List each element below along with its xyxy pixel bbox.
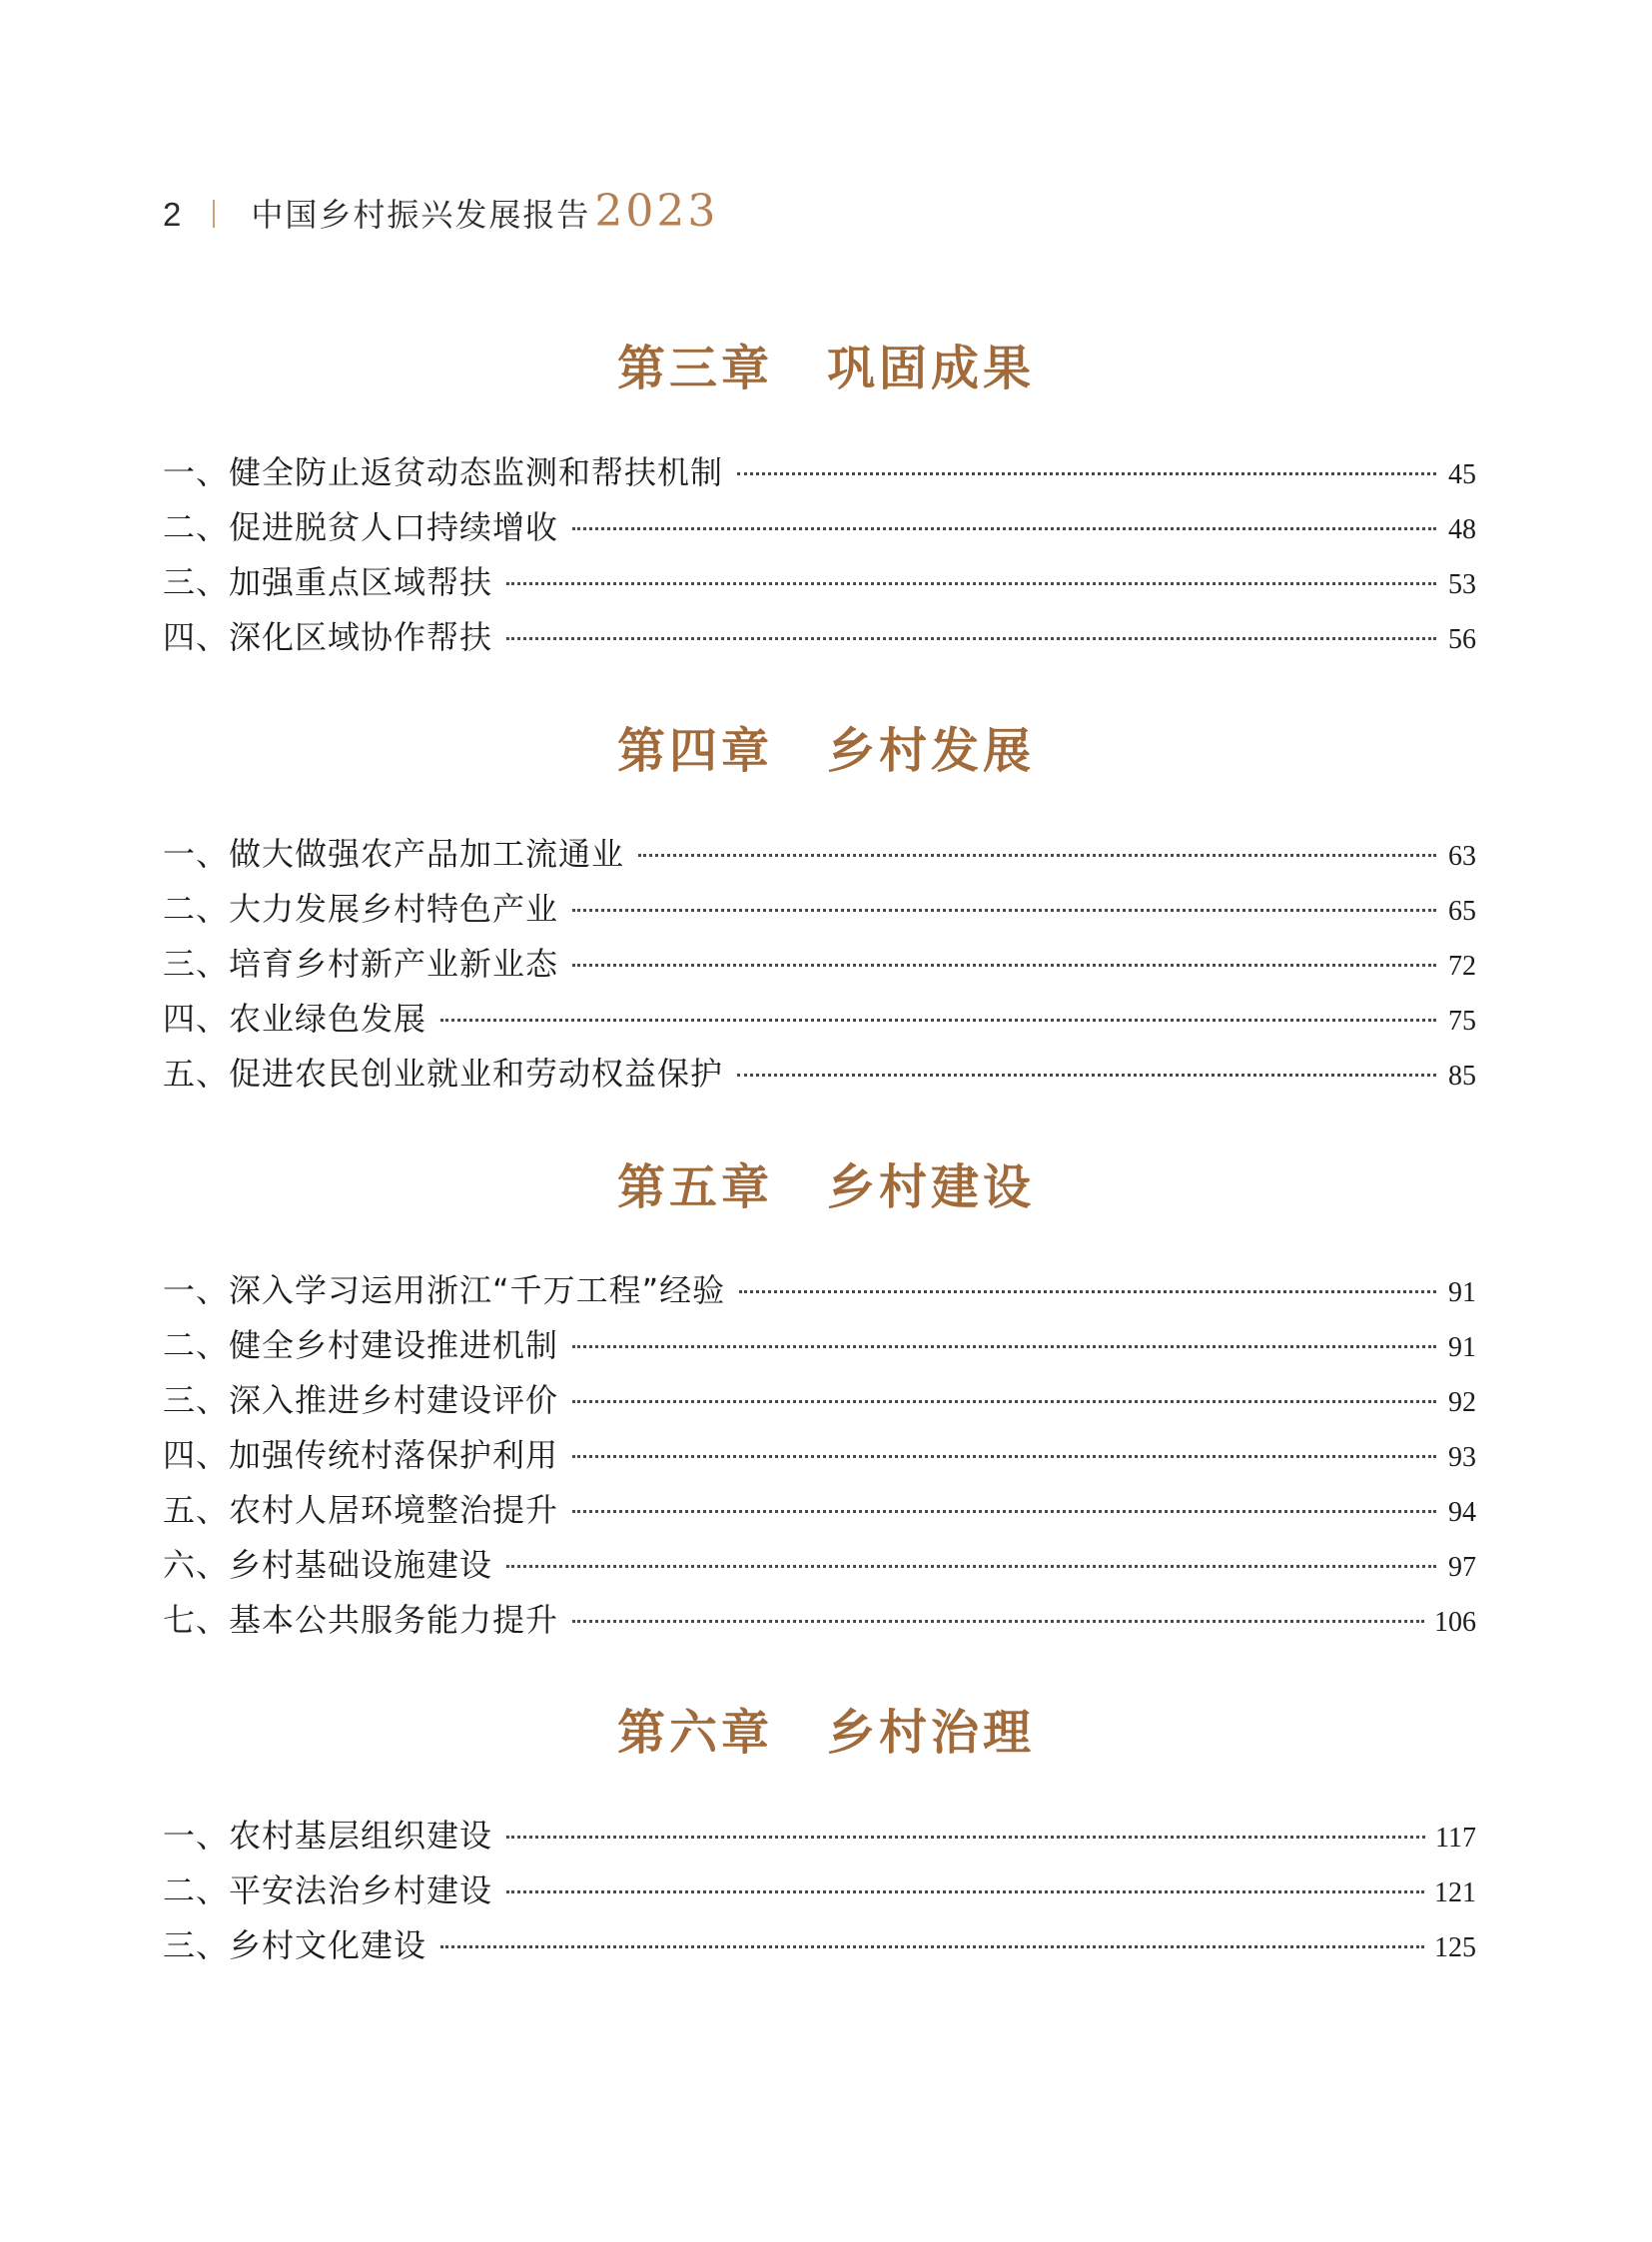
chapter-number: 第三章	[616, 341, 773, 396]
toc-entry[interactable]	[163, 1375, 1476, 1423]
toc-entry[interactable]	[163, 1866, 1476, 1913]
dot-leader	[572, 1455, 1436, 1458]
toc-entry[interactable]	[163, 1485, 1476, 1533]
toc-entry-page: 85	[1448, 1061, 1476, 1092]
toc-entry[interactable]	[163, 1811, 1476, 1859]
chapter-name: 乡村治理	[827, 1705, 1036, 1761]
toc-entry-title: 七、基本公共服务能力提升	[163, 1601, 559, 1639]
dot-leader	[572, 909, 1436, 912]
toc-entry[interactable]	[163, 1049, 1476, 1097]
toc-entry-title: 六、乡村基础设施建设	[163, 1546, 493, 1584]
toc-entry-title: 五、促进农民创业就业和劳动权益保护	[163, 1055, 724, 1093]
toc-entry-title: 一、做大做强农产品加工流通业	[163, 835, 625, 873]
dot-leader	[506, 1836, 1425, 1839]
book-year: 2023	[594, 186, 719, 237]
toc-entry[interactable]	[163, 557, 1476, 605]
toc-entry[interactable]	[163, 1430, 1476, 1478]
toc-entry-title: 三、培育乡村新产业新业态	[163, 945, 559, 983]
chapter-number: 第四章	[616, 723, 773, 779]
toc-entry[interactable]	[163, 1595, 1476, 1643]
toc-entry-page: 45	[1448, 459, 1476, 490]
dot-leader	[572, 1510, 1436, 1513]
dot-leader	[572, 527, 1436, 530]
toc-entry[interactable]	[163, 1265, 1476, 1313]
toc-entry[interactable]	[163, 994, 1476, 1042]
dot-leader	[440, 1945, 1424, 1948]
chapter-name: 乡村发展	[827, 723, 1036, 779]
toc-entry-title: 四、加强传统村落保护利用	[163, 1436, 559, 1474]
dot-leader	[506, 1565, 1436, 1568]
toc-entry[interactable]	[163, 1920, 1476, 1968]
chapter-heading	[0, 1148, 1652, 1217]
toc-entry-page: 53	[1448, 569, 1476, 600]
dot-leader	[506, 637, 1436, 640]
toc-entry[interactable]	[163, 1320, 1476, 1368]
toc-entry-title: 三、乡村文化建设	[163, 1926, 427, 1964]
toc-entry-title: 二、健全乡村建设推进机制	[163, 1326, 559, 1364]
toc-entry[interactable]	[163, 884, 1476, 932]
dot-leader	[638, 854, 1436, 857]
toc-entry-page: 65	[1448, 896, 1476, 927]
toc-entry-page: 106	[1434, 1607, 1476, 1638]
toc-entry[interactable]	[163, 1540, 1476, 1588]
toc-entry-page: 63	[1448, 841, 1476, 872]
dot-leader	[572, 964, 1436, 967]
toc-entry-page: 48	[1448, 514, 1476, 545]
chapter-heading	[0, 712, 1652, 781]
toc-entry[interactable]	[163, 502, 1476, 550]
toc-entry[interactable]	[163, 829, 1476, 877]
toc-entry-page: 91	[1448, 1332, 1476, 1363]
dot-leader	[572, 1345, 1436, 1348]
dot-leader	[572, 1620, 1424, 1623]
toc-entry-title: 四、农业绿色发展	[163, 1000, 427, 1038]
toc-entry-title: 二、大力发展乡村特色产业	[163, 890, 559, 928]
dot-leader	[737, 472, 1436, 475]
toc-entry-page: 92	[1448, 1387, 1476, 1418]
dot-leader	[506, 582, 1436, 585]
toc-entry-page: 125	[1434, 1932, 1476, 1963]
toc-entry-title: 三、深入推进乡村建设评价	[163, 1381, 559, 1419]
header-separator	[213, 200, 215, 228]
chapter-name: 巩固成果	[827, 341, 1036, 396]
page-number: 2	[163, 196, 182, 233]
toc-entry-page: 121	[1434, 1877, 1476, 1908]
toc-entry-title: 一、深入学习运用浙江“千万工程”经验	[163, 1271, 726, 1309]
toc-entry-page: 75	[1448, 1006, 1476, 1037]
toc-entry-title: 二、促进脱贫人口持续增收	[163, 508, 559, 546]
toc-entry[interactable]	[163, 447, 1476, 495]
toc-entry-title: 三、加强重点区域帮扶	[163, 563, 493, 601]
dot-leader	[440, 1019, 1436, 1022]
toc-entry-title: 一、农村基层组织建设	[163, 1817, 493, 1855]
toc-entry-page: 93	[1448, 1442, 1476, 1473]
book-title: 中国乡村振兴发展报告	[251, 196, 591, 234]
toc-entry-title: 四、深化区域协作帮扶	[163, 618, 493, 656]
chapter-number: 第六章	[616, 1705, 773, 1761]
toc-entry-title: 五、农村人居环境整治提升	[163, 1491, 559, 1529]
toc-entry-page: 91	[1448, 1277, 1476, 1308]
toc-entry[interactable]	[163, 612, 1476, 660]
chapter-number: 第五章	[616, 1159, 773, 1215]
dot-leader	[737, 1074, 1436, 1077]
chapter-heading	[0, 330, 1652, 398]
chapter-name: 乡村建设	[827, 1159, 1036, 1215]
toc-entry-title: 一、健全防止返贫动态监测和帮扶机制	[163, 453, 724, 491]
dot-leader	[506, 1890, 1424, 1893]
running-header	[163, 186, 718, 246]
chapter-heading	[0, 1694, 1652, 1763]
toc-entry[interactable]	[163, 939, 1476, 987]
dot-leader	[739, 1290, 1436, 1293]
toc-entry-page: 117	[1435, 1823, 1476, 1854]
toc-entry-page: 97	[1448, 1552, 1476, 1583]
toc-entry-page: 56	[1448, 624, 1476, 655]
toc-entry-page: 72	[1448, 951, 1476, 982]
dot-leader	[572, 1400, 1436, 1403]
toc-entry-page: 94	[1448, 1497, 1476, 1528]
toc-entry-title: 二、平安法治乡村建设	[163, 1871, 493, 1909]
